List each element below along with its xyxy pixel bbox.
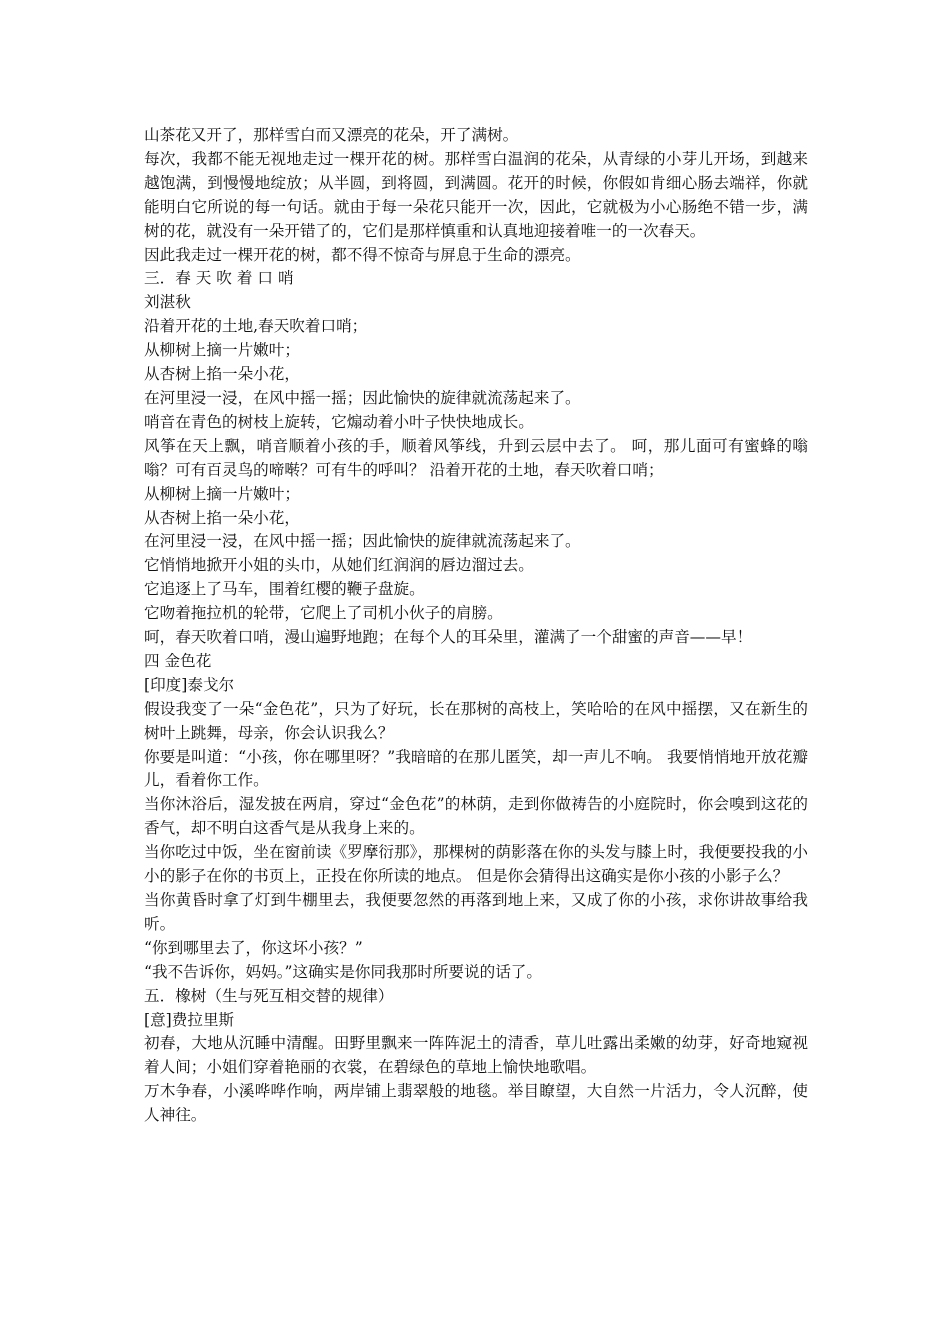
section-heading: 五．橡树（生与死互相交替的规律）	[144, 986, 394, 1005]
paragraph: 当你吃过中饭，坐在窗前读《罗摩衍那》，那棵树的荫影落在你的头发与膝上时，我便要投我的小小的影子在你的书页上，正投在你所读的地点。 但是你会猜得出这确实是你小孩的小影子么？	[144, 843, 808, 886]
poem-line: 从柳树上摘一片嫩叶；	[144, 484, 300, 503]
poem-line: 从杏树上掐一朵小花，	[144, 508, 300, 527]
paragraph: 山茶花又开了，那样雪白而又漂亮的花朵，开了满树。	[144, 126, 519, 144]
paragraph: 万木争春，小溪哗哗作响，两岸铺上翡翠般的地毯。举目瞭望，大自然一片活力，令人沉醉，使人神往。	[144, 1082, 808, 1125]
poem-line: 它悄悄地掀开小姐的头巾，从她们红润润的唇边溜过去。	[144, 556, 534, 575]
section-heading: 三．春 天 吹 着 口 哨	[144, 269, 294, 288]
poem-line: 它吻着拖拉机的轮带，它爬上了司机小伙子的肩膀。	[144, 604, 503, 623]
poem-line: 它追逐上了马车，围着红樱的鞭子盘旋。	[144, 580, 425, 599]
document-body	[144, 124, 808, 1128]
paragraph: 你要是叫道：“小孩，你在哪里呀？”我暗暗的在那儿匿笑，却一声儿不响。 我要悄悄地开放花瓣儿，看着你工作。	[144, 747, 808, 790]
paragraph: 因此我走过一棵开花的树，都不得不惊奇与屏息于生命的漂亮。	[144, 245, 581, 264]
poem-line: 呵，春天吹着口哨，漫山遍野地跑；在每个人的耳朵里，灌满了一个甜蜜的声音——早！	[144, 628, 753, 647]
poem-line: 在河里浸一浸，在风中摇一摇；因此愉快的旋律就流荡起来了。	[144, 532, 581, 551]
poem-line: 风筝在天上飘，哨音顺着小孩的手，顺着风筝线，升到云层中去了。 呵，那儿面可有蜜蜂的嗡嗡？可有百灵鸟的啼啭？可有牛的呼叫？ 沿着开花的土地，春天吹着口哨；	[144, 436, 808, 479]
author-line: [意]费拉里斯	[144, 1010, 235, 1029]
paragraph: 初春，大地从沉睡中清醒。田野里飘来一阵阵泥土的清香，草儿吐露出柔嫩的幼芽，好奇地窥视着人间；小姐们穿着艳丽的衣裳，在碧绿色的草地上愉快地歌唱。	[144, 1034, 808, 1077]
poem-line: 从柳树上摘一片嫩叶；	[144, 341, 300, 360]
poem-line: 在河里浸一浸，在风中摇一摇；因此愉快的旋律就流荡起来了。	[144, 388, 581, 407]
paragraph: 假设我变了一朵“金色花”，只为了好玩，长在那树的高枝上，笑哈哈的在风中摇摆，又在新生的树叶上跳舞，母亲，你会认识我么？	[144, 699, 808, 742]
paragraph: “你到哪里去了，你这坏小孩？”	[144, 938, 363, 957]
paragraph: 每次，我都不能无视地走过一棵开花的树。那样雪白温润的花朵，从青绿的小芽儿开场，到越来越饱满，到慢慢地绽放；从半圆，到将圆，到满圆。花开的时候，你假如肯细心肠去端祥，你就能明白它所说的每一句话。就由于每一朵花只能开一次，因此，它就极为小心肠绝不错一步，满树的花，就没有一朵开错了的，它们是那样慎重和认真地迎接着唯一的一次春天。	[144, 149, 808, 240]
poem-line: 沿着开花的土地,春天吹着口哨；	[144, 317, 368, 336]
poem-line: 从杏树上掐一朵小花，	[144, 365, 300, 384]
author-line: [印度]泰戈尔	[144, 675, 235, 694]
section-heading: 四 金色花	[144, 651, 212, 670]
poem-line: 哨音在青色的树枝上旋转，它煽动着小叶子快快地成长。	[144, 412, 534, 431]
paragraph: “我不告诉你，妈妈。”这确实是你同我那时所要说的话了。	[144, 962, 542, 981]
paragraph: 当你黄昏时拿了灯到牛棚里去，我便要忽然的再落到地上来，又成了你的小孩，求你讲故事给我听。	[144, 891, 808, 933]
author-line: 刘湛秋	[144, 293, 191, 312]
paragraph: 当你沐浴后，湿发披在两肩，穿过“金色花”的林荫，走到你做祷告的小庭院时，你会嗅到这花的香气，却不明白这香气是从我身上来的。	[144, 795, 808, 838]
